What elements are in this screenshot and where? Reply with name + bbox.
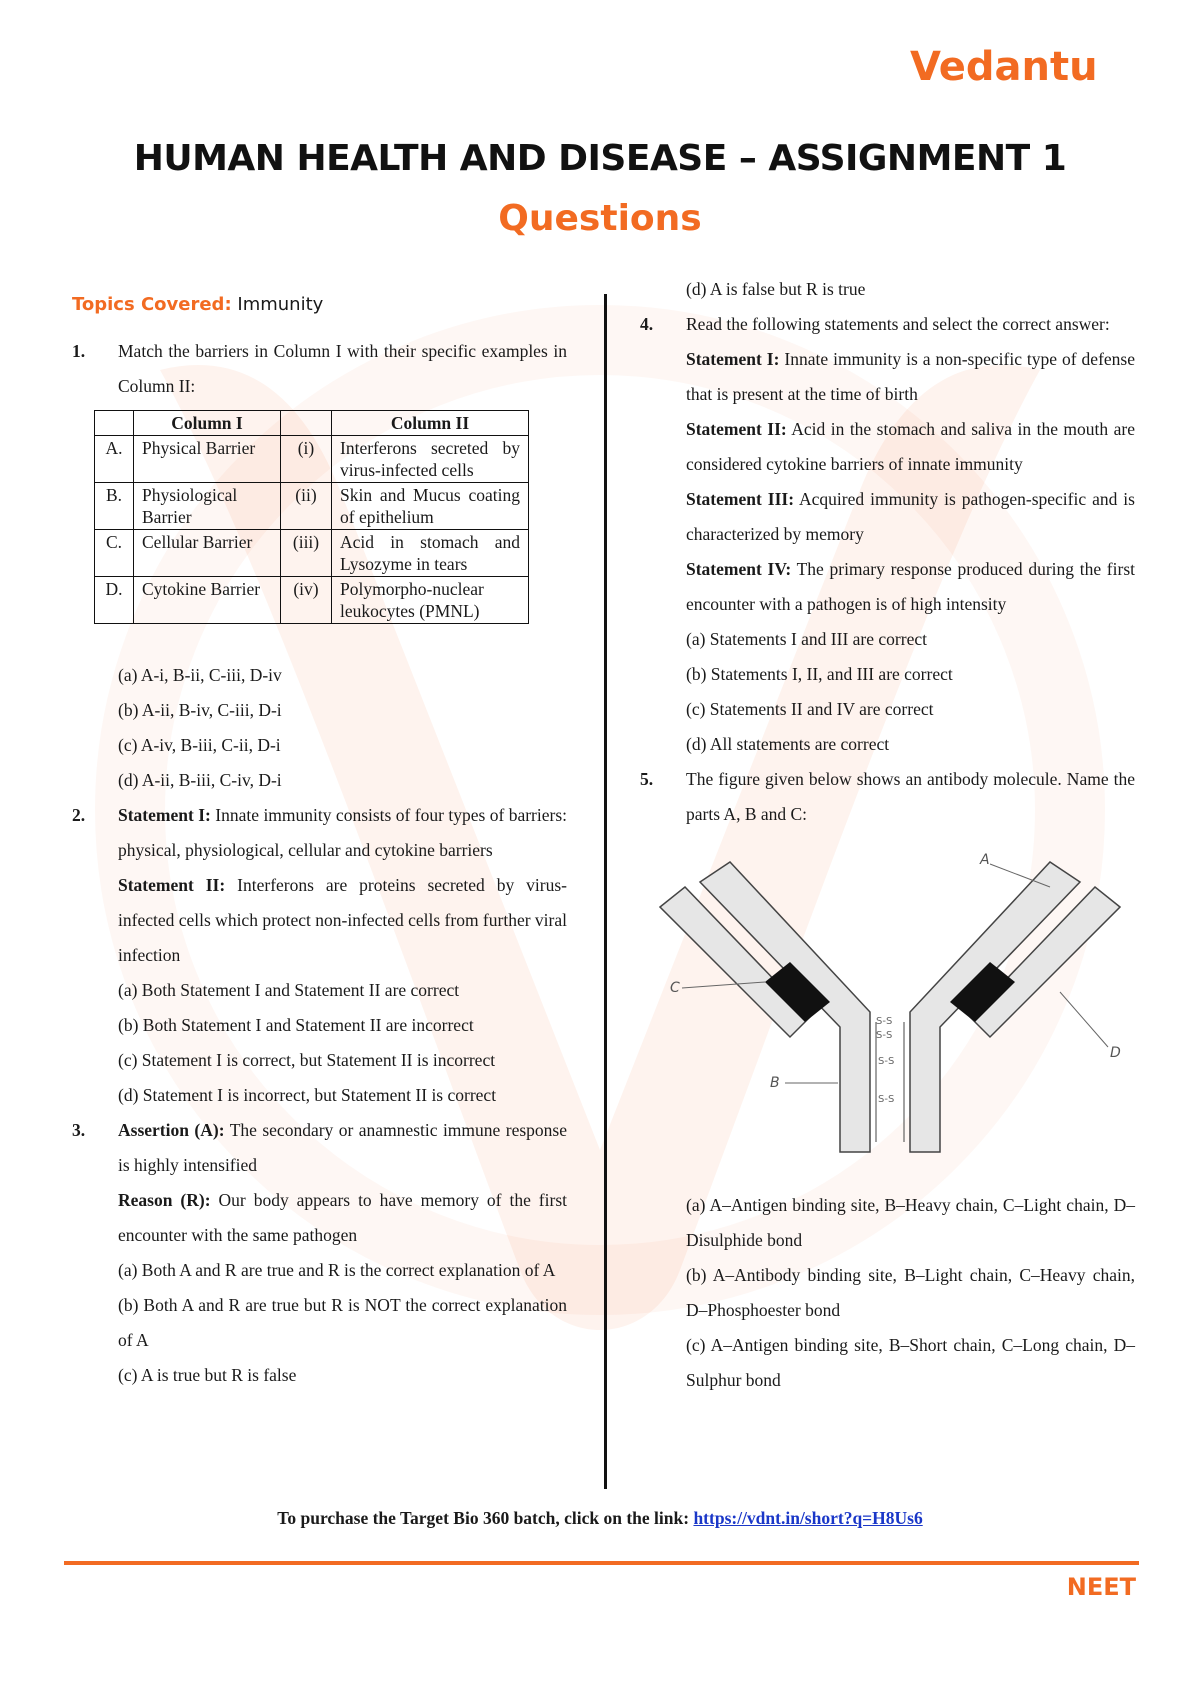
statement-text: The primary response produced during the first encounter with a pathogen is of high intensity (686, 559, 1135, 614)
topics-label: Topics Covered: (72, 294, 232, 315)
option: (a) A–Antigen binding site, B–Heavy chain, C–Light chain, D–Disulphide bond (686, 1195, 1135, 1250)
reason-label: Reason (R): (118, 1190, 211, 1210)
statement (640, 342, 1135, 412)
table-cell: (iv) (281, 577, 332, 624)
statement-text: Acquired immunity is pathogen-specific and is characterized by memory (686, 489, 1135, 544)
match-table (94, 410, 529, 624)
page-subtitle: Questions (498, 198, 702, 239)
table-head-col2: Column II (332, 411, 529, 436)
statement (640, 412, 1135, 482)
table-cell: Acid in stomach and Lysozyme in tears (332, 530, 529, 577)
table-cell: C. (95, 530, 134, 577)
option: (d) All statements are correct (686, 734, 890, 754)
table-cell: D. (95, 577, 134, 624)
option: (c) Statements II and IV are correct (686, 699, 934, 719)
question-number: 2. (72, 805, 86, 825)
topics-covered (72, 290, 567, 320)
table-head-col1: Column I (134, 411, 281, 436)
label-d: D (1110, 1045, 1121, 1061)
statement-label: Statement II: (686, 419, 787, 439)
option: (a) A-i, B-ii, C-iii, D-iv (118, 665, 282, 685)
reason (72, 1183, 567, 1253)
table-cell: (ii) (281, 483, 332, 530)
option: (a) Both A and R are true and R is the correct explanation of A (118, 1260, 556, 1280)
statement-label: Statement I: (118, 805, 211, 825)
statement-text: Innate immunity consists of four types of barriers: physical, physiological, cellular and cytokine barriers (118, 805, 567, 860)
question-number: 1. (72, 341, 86, 361)
statement (640, 482, 1135, 552)
table-head-blank (281, 411, 332, 436)
option: (c) A–Antigen binding site, B–Short chain, C–Long chain, D–Sulphur bond (686, 1335, 1135, 1390)
statement (640, 552, 1135, 622)
option: (b) Both A and R are true but R is NOT the correct explanation of A (118, 1295, 567, 1350)
label-c: C (670, 980, 680, 996)
statement-label: Statement III: (686, 489, 795, 509)
option: (b) Statements I, II, and III are correct (686, 664, 953, 684)
footer-rule (64, 1561, 1139, 1565)
table-row (95, 577, 529, 624)
question-number: 5. (640, 769, 654, 789)
table-cell: Skin and Mucus coating of epithelium (332, 483, 529, 530)
question-1 (72, 334, 567, 404)
antibody-diagram (640, 842, 1135, 1162)
statement-text: Interferons are proteins secreted by virus-infected cells which protect non-infected cells from further viral infection (118, 875, 568, 965)
statement-text: Acid in the stomach and saliva in the mouth are considered cytokine barriers of innate immunity (686, 419, 1135, 474)
question-3 (72, 1113, 567, 1183)
purchase-footer (0, 1508, 1200, 1529)
purchase-text: To purchase the Target Bio 360 batch, click on the link: (277, 1508, 690, 1528)
question-4 (640, 307, 1135, 342)
statement-label: Statement I: (686, 349, 780, 369)
option: (c) Statement I is correct, but Statement II is incorrect (118, 1050, 496, 1070)
question-2 (72, 798, 567, 868)
question-text: Read the following statements and select the correct answer: (686, 314, 1110, 334)
option: (b) Both Statement I and Statement II are incorrect (118, 1015, 474, 1035)
option: (b) A–Antibody binding site, B–Light chain, C–Heavy chain, D–Phosphoester bond (686, 1265, 1135, 1320)
option: (d) A-ii, B-iii, C-iv, D-i (118, 770, 282, 790)
option: (c) A-iv, B-iii, C-ii, D-i (118, 735, 281, 755)
table-cell: Physical Barrier (134, 436, 281, 483)
column-divider (604, 294, 607, 1489)
question-5 (640, 762, 1135, 832)
vedantu-logo (910, 40, 1105, 92)
assertion-label: Assertion (A): (118, 1120, 225, 1140)
left-column (72, 290, 567, 1393)
option: (c) A is true but R is false (118, 1365, 297, 1385)
purchase-link[interactable]: https://vdnt.in/short?q=H8Us6 (693, 1508, 923, 1528)
statement-label: Statement II: (118, 875, 226, 895)
topics-value: Immunity (237, 294, 324, 315)
table-cell: Physiological Barrier (134, 483, 281, 530)
question-text: The figure given below shows an antibody molecule. Name the parts A, B and C: (686, 769, 1135, 824)
disulphide-label: S-S (876, 1016, 893, 1027)
table-cell: Interferons secreted by virus-infected cells (332, 436, 529, 483)
statement-text: Innate immunity is a non-specific type of defense that is present at the time of birth (686, 349, 1135, 404)
label-b: B (770, 1075, 780, 1091)
table-cell: Polymorpho-nuclear leukocytes (PMNL) (332, 577, 529, 624)
table-cell: (i) (281, 436, 332, 483)
option: (d) Statement I is incorrect, but Statement II is correct (118, 1085, 497, 1105)
question-number: 3. (72, 1120, 86, 1140)
antibody-figure (640, 842, 1135, 1174)
statement-2 (72, 868, 567, 973)
table-cell: Cytokine Barrier (134, 577, 281, 624)
right-column (640, 279, 1135, 1398)
svg-text:Vedantu: Vedantu (910, 44, 1098, 90)
disulphide-label: S-S (878, 1056, 895, 1067)
reason-text: Our body appears to have memory of the first encounter with the same pathogen (118, 1190, 567, 1245)
label-a: A (980, 852, 990, 868)
disulphide-label: S-S (876, 1030, 893, 1041)
question-text: Match the barriers in Column I with their specific examples in Column II: (118, 341, 567, 396)
question-number: 4. (640, 314, 654, 334)
statement-label: Statement IV: (686, 559, 792, 579)
option: (a) Both Statement I and Statement II are correct (118, 980, 460, 1000)
table-cell: B. (95, 483, 134, 530)
assertion-text: The secondary or anamnestic immune response is highly intensified (118, 1120, 567, 1175)
page-title: HUMAN HEALTH AND DISEASE – ASSIGNMENT 1 (133, 138, 1067, 179)
disulphide-label: S-S (878, 1094, 895, 1105)
table-cell: Cellular Barrier (134, 530, 281, 577)
table-row (95, 436, 529, 483)
table-row (95, 483, 529, 530)
table-row (95, 530, 529, 577)
option: (a) Statements I and III are correct (686, 629, 927, 649)
option: (d) A is false but R is true (686, 279, 866, 299)
table-cell: (iii) (281, 530, 332, 577)
option: (b) A-ii, B-iv, C-iii, D-i (118, 700, 282, 720)
table-cell: A. (95, 436, 134, 483)
exam-label: NEET (1066, 1573, 1136, 1601)
table-head-blank (95, 411, 134, 436)
